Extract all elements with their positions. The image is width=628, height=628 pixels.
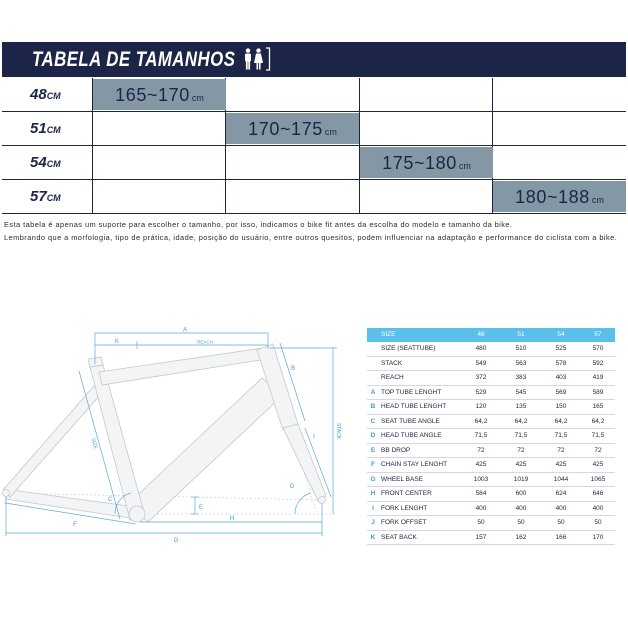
measurement-value-54: 64,2	[554, 417, 568, 425]
frame-size-value: 51	[30, 120, 47, 137]
frame-size-label	[30, 180, 61, 215]
rear-dropout	[3, 490, 10, 497]
measurement-value-57: 589	[592, 388, 604, 396]
measurement-value-51: 71,5	[514, 432, 528, 439]
size-table-header	[2, 42, 626, 77]
geometry-row	[367, 473, 615, 488]
geometry-row	[367, 415, 615, 430]
dimension-letter: E	[370, 446, 376, 454]
header-size-48: 48	[477, 331, 485, 338]
measurement-value-48: 529	[475, 388, 487, 396]
frame-size-value: 48	[30, 86, 47, 103]
frame-size-value: 57	[30, 188, 47, 205]
measurement-value-54: 525	[555, 345, 567, 352]
height-unit: cm	[191, 93, 204, 103]
measurement-value-57: 570	[592, 345, 604, 352]
measurement-value-48: 64,2	[474, 417, 488, 425]
measurement-label: SEAT TUBE ANGLE	[381, 417, 440, 425]
people-icons	[243, 48, 265, 70]
geometry-row	[367, 516, 615, 531]
geometry-row	[367, 502, 615, 517]
frame-size-unit: CM	[46, 91, 61, 101]
height-range-cell	[93, 79, 226, 110]
measurement-value-54: 166	[555, 533, 567, 541]
label-f: F	[73, 522, 77, 528]
measurement-value-51: 72	[517, 446, 525, 454]
label-g: G	[173, 538, 179, 544]
geometry-row	[367, 371, 615, 386]
page-title: TABELA DE TAMANHOS	[32, 48, 236, 71]
frame-size-unit: CM	[46, 125, 61, 135]
measurement-label: FRONT CENTER	[381, 490, 432, 497]
measurement-label: FORK OFFSET	[381, 519, 427, 526]
label-c: C	[107, 497, 113, 503]
geometry-row	[367, 487, 615, 502]
geometry-row	[367, 400, 615, 415]
measurement-value-51: 383	[515, 374, 527, 381]
measurement-value-51: 135	[515, 403, 527, 410]
frame-size-label	[30, 112, 61, 147]
dimension-letter	[367, 371, 379, 385]
size-row-54	[2, 146, 626, 180]
disclaimer-line-1: Esta tabela é apenas um suporte para escolher o tamanho, por isso, indicamos o bike fit antes da escolha do modelo e tamanho da bike.	[4, 220, 513, 229]
label-i: I	[313, 434, 315, 440]
measurement-value-57: 592	[592, 359, 604, 367]
measurement-label: SEAT BACK	[381, 533, 417, 541]
measurement-value-57: 1065	[590, 475, 606, 483]
label-size: SIZE	[89, 437, 99, 450]
geometry-table-header	[367, 328, 615, 342]
measurement-value-48: 584	[475, 490, 487, 497]
header-size-54: 54	[557, 331, 565, 338]
frame-size-label	[30, 146, 61, 181]
height-range: 165~170	[115, 85, 190, 105]
measurement-value-54: 425	[555, 461, 567, 468]
header-letter-cell	[367, 328, 379, 342]
measurement-value-48: 400	[475, 504, 487, 512]
measurement-value-51: 545	[515, 388, 527, 396]
measurement-value-51: 50	[517, 519, 525, 526]
measurement-value-54: 624	[555, 490, 567, 497]
measurement-label: STACK	[381, 359, 403, 367]
frame-size-unit: CM	[46, 159, 61, 169]
measurement-value-51: 1019	[513, 475, 529, 483]
measurement-value-51: 600	[515, 490, 527, 497]
dimension-letter: G	[370, 475, 376, 483]
down-tube	[127, 378, 283, 522]
dimension-letter	[367, 342, 379, 356]
bottom-bracket	[129, 506, 145, 522]
measurement-value-48: 372	[475, 374, 487, 381]
height-range: 175~180	[382, 153, 457, 173]
dimension-letter: F	[371, 461, 375, 468]
measurement-value-51: 563	[515, 359, 527, 367]
measurement-value-54: 50	[557, 519, 565, 526]
measurement-value-54: 150	[555, 403, 567, 410]
grid-divider	[359, 78, 360, 214]
measurement-value-48: 72	[477, 446, 485, 454]
height-range-cell	[493, 181, 626, 212]
measurement-label: REACH	[381, 374, 404, 381]
measurement-value-48: 120	[475, 403, 487, 410]
measurement-value-48: 157	[475, 533, 487, 541]
seat-stay	[3, 386, 101, 497]
bracket-decoration	[265, 47, 271, 71]
measurement-value-48: 71,5	[474, 432, 488, 439]
height-range: 180~188	[515, 187, 590, 207]
height-unit: cm	[324, 127, 337, 137]
measurement-label: HEAD TUBE LENGHT	[381, 403, 447, 410]
measurement-value-57: 170	[592, 533, 604, 541]
measurement-value-51: 425	[515, 461, 527, 468]
seat-clamp	[88, 357, 103, 367]
label-d: D	[289, 484, 295, 490]
measurement-value-48: 549	[475, 359, 487, 367]
measurement-value-57: 646	[592, 490, 604, 497]
geometry-table-body	[367, 342, 615, 545]
measurement-value-57: 165	[592, 403, 604, 410]
measurement-value-54: 72	[557, 446, 565, 454]
measurement-label: BB DROP	[381, 446, 411, 454]
dimension-letter: I	[372, 504, 374, 512]
measurement-value-54: 569	[555, 388, 567, 396]
dimension-letter: D	[370, 432, 376, 439]
label-k: K	[114, 339, 120, 345]
measurement-value-51: 510	[515, 345, 527, 352]
height-range-cell	[360, 147, 493, 178]
female-person-icon	[254, 48, 263, 69]
geometry-table	[367, 328, 615, 545]
height-unit: cm	[591, 195, 604, 205]
top-tube	[99, 348, 267, 385]
measurement-label: WHEEL BASE	[381, 475, 424, 483]
frame-geometry-diagram	[0, 315, 360, 555]
bike-frame	[3, 344, 327, 522]
front-dropout	[319, 497, 326, 504]
measurement-value-57: 50	[594, 519, 602, 526]
measurement-value-51: 400	[515, 504, 527, 512]
measurement-label: SIZE (SEATTUBE)	[381, 345, 436, 352]
geometry-row	[367, 458, 615, 473]
geometry-row	[367, 357, 615, 372]
measurement-value-57: 71,5	[591, 432, 605, 439]
header-size-51: 51	[517, 331, 525, 338]
geometry-row	[367, 342, 615, 357]
seat-tube	[90, 365, 144, 520]
measurement-value-54: 403	[555, 374, 567, 381]
measurement-label: HEAD TUBE ANGLE	[381, 432, 442, 439]
measurement-value-54: 71,5	[554, 432, 568, 439]
header-size-57: 57	[594, 331, 602, 338]
dimension-letter: B	[370, 403, 376, 410]
frame-size-value: 54	[30, 154, 47, 171]
label-b: B	[290, 366, 296, 372]
measurement-value-54: 400	[555, 504, 567, 512]
geometry-row	[367, 429, 615, 444]
dimension-letter: K	[370, 533, 376, 541]
label-h: H	[229, 516, 235, 522]
geometry-row	[367, 531, 615, 546]
frame-size-label	[30, 78, 61, 113]
dimension-letter: C	[370, 417, 376, 425]
height-range: 170~175	[248, 119, 323, 139]
label-a: A	[182, 327, 188, 334]
measurement-label: FORK LENGHT	[381, 504, 428, 512]
measurement-value-54: 1044	[553, 475, 569, 483]
geometry-row	[367, 444, 615, 459]
dimension-letter: A	[370, 388, 376, 396]
measurement-label: CHAIN STAY LENGHT	[381, 461, 448, 468]
dimension-d-arc	[295, 493, 310, 514]
measurement-value-57: 64,2	[591, 417, 605, 425]
measurement-value-51: 162	[515, 533, 527, 541]
measurement-value-57: 425	[592, 461, 604, 468]
measurement-value-54: 578	[555, 359, 567, 367]
measurement-value-51: 64,2	[514, 417, 528, 425]
measurement-value-48: 480	[475, 345, 487, 352]
label-reach: REACH	[197, 339, 213, 345]
measurement-value-57: 400	[592, 504, 604, 512]
measurement-value-57: 72	[594, 446, 602, 454]
measurement-value-48: 1003	[473, 475, 489, 483]
dimension-letter	[367, 357, 379, 371]
height-range-cell	[226, 113, 359, 144]
measurement-label: TOP TUBE LENGHT	[381, 388, 442, 396]
label-stack: STACK	[335, 422, 341, 440]
measurement-value-48: 425	[475, 461, 487, 468]
dimension-letter: J	[371, 519, 375, 526]
frame-size-unit: CM	[46, 193, 61, 203]
height-unit: cm	[458, 161, 471, 171]
header-size-label: SIZE	[381, 331, 396, 338]
label-e: E	[198, 505, 204, 511]
measurement-value-48: 50	[477, 519, 485, 526]
disclaimer-line-2: Lembrando que a morfologia, tipo de prática, idade, posição do usuário, entre outros quesitos, podem influenciar na adaptação e performance do ciclista com a bike.	[4, 233, 618, 242]
measurement-value-57: 419	[592, 374, 604, 381]
male-person-icon	[245, 48, 251, 69]
geometry-row	[367, 386, 615, 401]
dimension-letter: H	[370, 490, 376, 497]
